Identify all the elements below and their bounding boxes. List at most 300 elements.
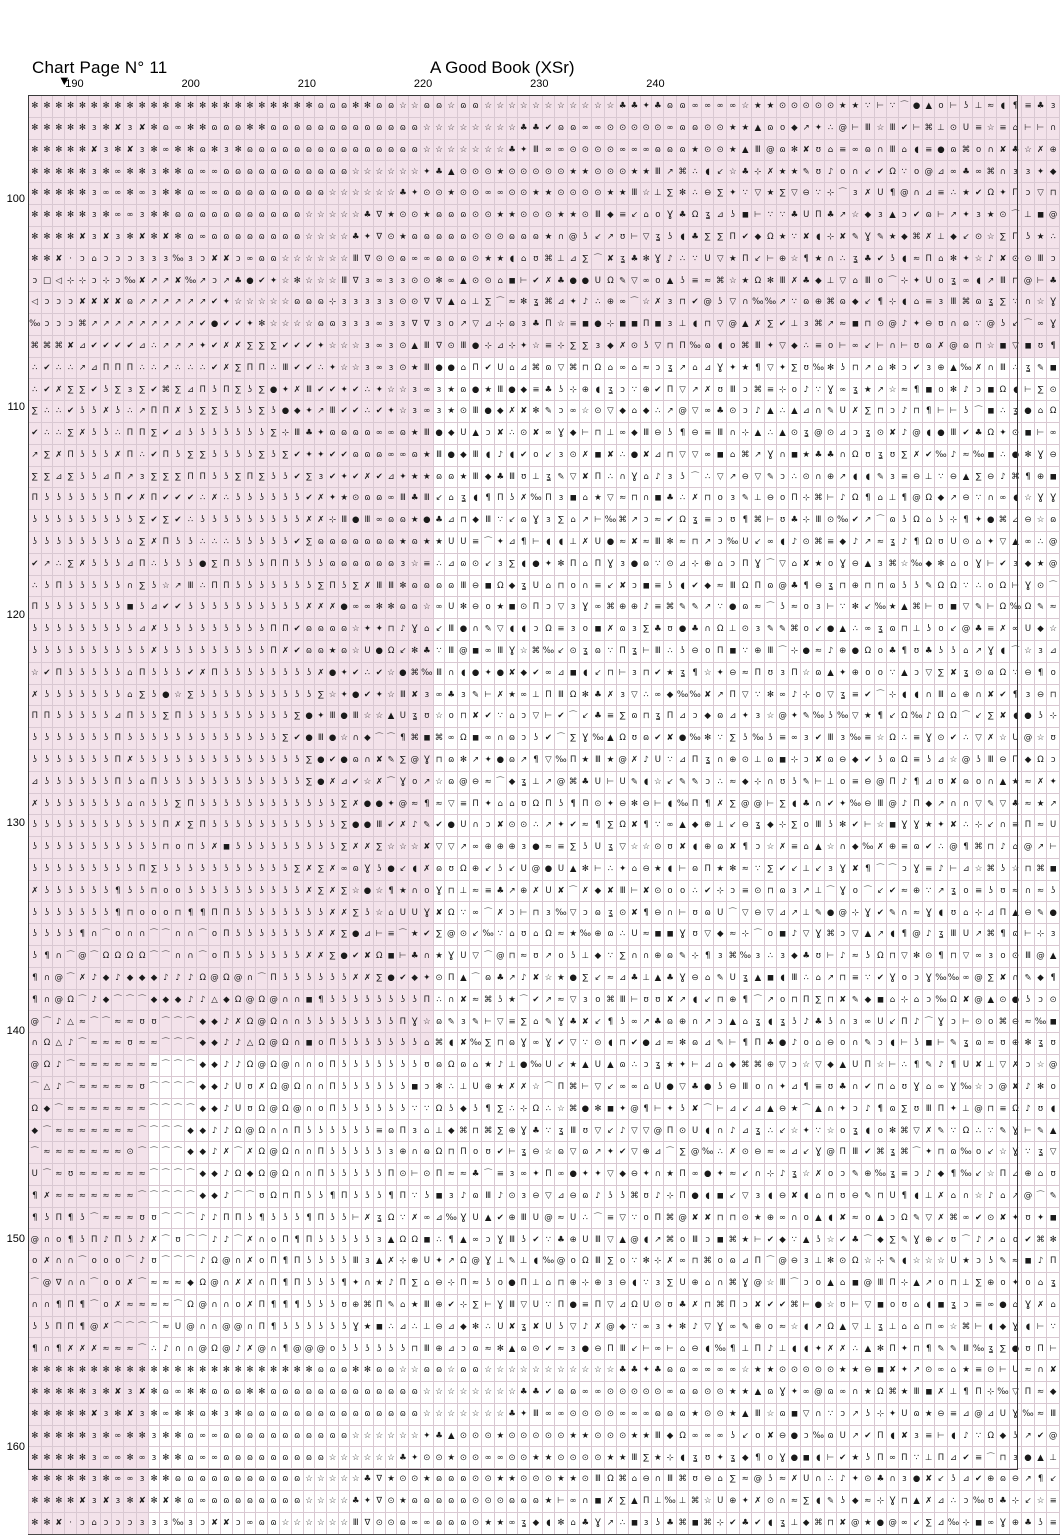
grid-cell[interactable]: ✎ xyxy=(849,226,862,248)
grid-cell[interactable]: ♪ xyxy=(777,1164,789,1186)
grid-cell[interactable]: ✘ xyxy=(469,706,482,728)
grid-cell[interactable]: ⊓ xyxy=(874,575,887,597)
grid-cell[interactable]: ♪ xyxy=(220,1120,232,1142)
grid-cell[interactable]: ʖ xyxy=(65,510,77,532)
grid-cell[interactable]: ♪ xyxy=(53,1055,65,1077)
grid-cell[interactable]: ⊢ xyxy=(350,1207,362,1229)
grid-cell[interactable]: ◆ xyxy=(604,204,617,226)
grid-cell[interactable]: ◖ xyxy=(898,292,910,314)
grid-cell[interactable]: o xyxy=(874,270,887,292)
grid-cell[interactable]: ☆ xyxy=(280,270,292,292)
grid-cell[interactable]: ʖ xyxy=(197,837,209,859)
grid-cell[interactable]: ⌒ xyxy=(197,1229,209,1251)
grid-cell[interactable]: ⊙ xyxy=(1047,989,1060,1011)
grid-cell[interactable]: ⌒ xyxy=(172,1207,185,1229)
grid-cell[interactable]: ʖ xyxy=(338,1338,350,1360)
grid-cell[interactable]: @ xyxy=(1034,946,1047,968)
grid-cell[interactable]: ʖ xyxy=(184,619,197,641)
grid-cell[interactable]: ʖ xyxy=(397,1055,409,1077)
grid-cell[interactable]: ‰ xyxy=(972,444,985,466)
grid-cell[interactable]: ɔ xyxy=(972,379,985,401)
grid-cell[interactable]: ✔ xyxy=(303,357,315,379)
grid-cell[interactable]: ◆ xyxy=(506,575,518,597)
grid-cell[interactable]: ● xyxy=(350,815,362,837)
grid-cell[interactable]: ∩ xyxy=(409,880,421,902)
grid-cell[interactable]: ⊢ xyxy=(812,771,825,793)
grid-cell[interactable]: ʖ xyxy=(315,1273,327,1295)
grid-cell[interactable]: ↗ xyxy=(160,335,172,357)
grid-cell[interactable]: ʖ xyxy=(244,488,256,510)
grid-cell[interactable]: ✎ xyxy=(385,749,397,771)
grid-cell[interactable]: ↙ xyxy=(800,1142,812,1164)
grid-cell[interactable]: ʖ xyxy=(362,1033,374,1055)
grid-cell[interactable]: U xyxy=(739,531,752,553)
grid-cell[interactable]: ∩ xyxy=(849,1033,862,1055)
grid-cell[interactable]: ⊙ xyxy=(617,117,629,139)
grid-cell[interactable]: ◼ xyxy=(849,313,862,335)
grid-cell[interactable]: ʖ xyxy=(232,444,244,466)
grid-cell[interactable]: ∞ xyxy=(592,597,605,619)
grid-cell[interactable]: ∵ xyxy=(542,1229,555,1251)
grid-cell[interactable]: ʖ xyxy=(469,1098,482,1120)
grid-cell[interactable]: ⊿ xyxy=(676,706,689,728)
grid-cell[interactable]: ♪ xyxy=(617,1120,629,1142)
grid-cell[interactable]: ɷ xyxy=(433,96,445,118)
grid-cell[interactable]: ✻ xyxy=(172,161,185,183)
grid-cell[interactable]: ≈ xyxy=(124,1055,137,1077)
grid-cell[interactable]: ⊹ xyxy=(777,379,789,401)
grid-cell[interactable]: ⊹ xyxy=(800,684,812,706)
grid-cell[interactable]: ⌘ xyxy=(482,989,495,1011)
grid-cell[interactable]: ▽ xyxy=(542,1185,555,1207)
grid-cell[interactable]: ⊿ xyxy=(148,597,160,619)
grid-cell[interactable]: ⊓ xyxy=(433,749,445,771)
grid-cell[interactable]: ⊖ xyxy=(726,662,739,684)
grid-cell[interactable]: ⌘ xyxy=(985,161,997,183)
grid-cell[interactable]: ɜ xyxy=(88,226,100,248)
grid-cell[interactable]: ʖ xyxy=(280,880,292,902)
grid-cell[interactable]: ⌒ xyxy=(910,1142,923,1164)
grid-cell[interactable]: ♣ xyxy=(469,1164,482,1186)
grid-cell[interactable]: ◆ xyxy=(788,946,800,968)
grid-cell[interactable]: ⊕ xyxy=(433,1338,445,1360)
grid-cell[interactable]: ✔ xyxy=(617,1142,629,1164)
grid-cell[interactable]: ▽ xyxy=(567,902,579,924)
grid-cell[interactable]: ɜ xyxy=(409,401,421,423)
grid-cell[interactable]: ʖ xyxy=(232,619,244,641)
grid-cell[interactable]: ʖ xyxy=(209,597,221,619)
grid-cell[interactable]: ♪ xyxy=(800,1011,812,1033)
grid-cell[interactable]: ⊓ xyxy=(825,1185,837,1207)
grid-cell[interactable]: o xyxy=(874,662,887,684)
grid-cell[interactable]: ⊓ xyxy=(788,989,800,1011)
grid-cell[interactable]: ʖ xyxy=(385,1011,397,1033)
grid-cell[interactable]: ʖ xyxy=(53,706,65,728)
grid-cell[interactable]: ✗ xyxy=(303,858,315,880)
grid-cell[interactable]: ⊖ xyxy=(689,640,702,662)
grid-cell[interactable]: ↗ xyxy=(652,1229,664,1251)
grid-cell[interactable]: ▲ xyxy=(800,1229,812,1251)
grid-cell[interactable]: ʊ xyxy=(689,902,702,924)
grid-cell[interactable]: ɷ xyxy=(676,96,689,118)
grid-cell[interactable]: ɷ xyxy=(506,1033,518,1055)
grid-cell[interactable]: Ɣ xyxy=(1034,488,1047,510)
grid-cell[interactable]: ≈ xyxy=(433,793,445,815)
grid-cell[interactable]: ∴ xyxy=(433,1229,445,1251)
grid-cell[interactable]: ↗ xyxy=(701,531,714,553)
grid-cell[interactable]: ʊ xyxy=(148,1011,160,1033)
grid-cell[interactable]: ɷ xyxy=(445,248,458,270)
grid-cell[interactable]: ● xyxy=(458,619,470,641)
grid-cell[interactable]: ɜ xyxy=(397,313,409,335)
grid-cell[interactable]: @ xyxy=(629,1229,641,1251)
grid-cell[interactable]: ≈ xyxy=(555,1207,568,1229)
grid-cell[interactable]: ☆ xyxy=(350,357,362,379)
grid-cell[interactable]: ʖ xyxy=(124,640,137,662)
grid-cell[interactable]: ¶ xyxy=(689,662,702,684)
grid-cell[interactable]: ʊ xyxy=(629,728,641,750)
grid-cell[interactable]: o xyxy=(997,946,1010,968)
grid-cell[interactable]: ✻ xyxy=(385,597,397,619)
grid-cell[interactable]: ⊿ xyxy=(726,706,739,728)
grid-cell[interactable]: ʓ xyxy=(788,1164,800,1186)
grid-cell[interactable]: @ xyxy=(315,1338,327,1360)
grid-cell[interactable]: Ω xyxy=(910,510,923,532)
grid-cell[interactable]: Ⅲ xyxy=(997,270,1010,292)
grid-cell[interactable]: ɷ xyxy=(291,183,303,205)
grid-cell[interactable]: ◖ xyxy=(1022,1316,1035,1338)
grid-cell[interactable]: ʖ xyxy=(350,1164,362,1186)
grid-cell[interactable]: ◼ xyxy=(579,313,592,335)
grid-cell[interactable]: ɷ xyxy=(579,1142,592,1164)
grid-cell[interactable]: ʖ xyxy=(1022,989,1035,1011)
grid-cell[interactable]: ʖ xyxy=(29,640,42,662)
grid-cell[interactable]: ☆ xyxy=(997,1142,1010,1164)
grid-cell[interactable]: ʖ xyxy=(1034,706,1047,728)
grid-cell[interactable]: ◼ xyxy=(482,575,495,597)
grid-cell[interactable]: ∩ xyxy=(445,662,458,684)
grid-cell[interactable]: ✘ xyxy=(640,880,652,902)
grid-cell[interactable]: ≈ xyxy=(112,1011,124,1033)
grid-cell[interactable]: ☆ xyxy=(350,161,362,183)
grid-cell[interactable]: ♪ xyxy=(112,967,124,989)
grid-cell[interactable]: ↗ xyxy=(862,510,875,532)
grid-cell[interactable]: @ xyxy=(652,1120,664,1142)
grid-cell[interactable]: Ɣ xyxy=(676,967,689,989)
grid-cell[interactable]: ✗ xyxy=(409,1207,421,1229)
grid-cell[interactable]: ♣ xyxy=(592,684,605,706)
grid-cell[interactable]: ‰ xyxy=(592,728,605,750)
grid-cell[interactable]: ʖ xyxy=(172,662,185,684)
grid-cell[interactable]: ✔ xyxy=(350,401,362,423)
grid-cell[interactable]: Ⅲ xyxy=(184,575,197,597)
grid-cell[interactable]: ✻ xyxy=(1034,1076,1047,1098)
grid-cell[interactable]: ≈ xyxy=(409,793,421,815)
grid-cell[interactable]: ✻ xyxy=(100,204,112,226)
grid-cell[interactable]: ⊢ xyxy=(836,335,849,357)
grid-cell[interactable]: ʖ xyxy=(88,815,100,837)
grid-cell[interactable]: ⊢ xyxy=(629,880,641,902)
grid-cell[interactable]: ∞ xyxy=(373,270,385,292)
grid-cell[interactable]: ◆ xyxy=(849,292,862,314)
grid-cell[interactable]: ✎ xyxy=(542,401,555,423)
grid-cell[interactable]: ☆ xyxy=(409,837,421,859)
grid-cell[interactable]: ∩ xyxy=(280,1120,292,1142)
grid-cell[interactable]: Ɣ xyxy=(739,1273,752,1295)
grid-cell[interactable]: ♣ xyxy=(506,139,518,161)
grid-cell[interactable]: Ɣ xyxy=(579,728,592,750)
grid-cell[interactable]: Π xyxy=(88,1229,100,1251)
grid-cell[interactable]: ⌘ xyxy=(567,1098,579,1120)
grid-cell[interactable]: ↗ xyxy=(160,270,172,292)
grid-cell[interactable]: Ɣ xyxy=(604,553,617,575)
grid-cell[interactable]: ✔ xyxy=(923,837,935,859)
grid-cell[interactable]: ⊢ xyxy=(947,858,960,880)
grid-cell[interactable]: Ⅲ xyxy=(506,1294,518,1316)
grid-cell[interactable]: ◖ xyxy=(862,466,875,488)
grid-cell[interactable]: ∴ xyxy=(788,466,800,488)
grid-cell[interactable]: ⌘ xyxy=(788,619,800,641)
grid-cell[interactable]: ⌒ xyxy=(172,1185,185,1207)
grid-cell[interactable]: ʖ xyxy=(41,619,53,641)
grid-cell[interactable]: ★ xyxy=(494,248,506,270)
grid-cell[interactable]: ʖ xyxy=(209,793,221,815)
grid-cell[interactable]: ✻ xyxy=(29,248,42,270)
grid-cell[interactable]: U xyxy=(874,1011,887,1033)
grid-cell[interactable]: ♣ xyxy=(764,1033,777,1055)
grid-cell[interactable]: ≈ xyxy=(76,1142,88,1164)
grid-cell[interactable]: ≈ xyxy=(76,1164,88,1186)
grid-cell[interactable]: ⌘ xyxy=(960,139,973,161)
grid-cell[interactable]: ★ xyxy=(1034,553,1047,575)
grid-cell[interactable]: ʖ xyxy=(445,1098,458,1120)
grid-cell[interactable]: ʖ xyxy=(100,880,112,902)
grid-cell[interactable]: ⊙ xyxy=(972,662,985,684)
grid-cell[interactable]: ʖ xyxy=(100,771,112,793)
grid-cell[interactable]: ∩ xyxy=(960,1185,973,1207)
grid-cell[interactable]: Ω xyxy=(887,728,899,750)
grid-cell[interactable]: Π xyxy=(542,313,555,335)
grid-cell[interactable]: o xyxy=(160,902,172,924)
grid-cell[interactable]: ∑ xyxy=(303,749,315,771)
grid-cell[interactable]: ♣ xyxy=(800,270,812,292)
grid-cell[interactable]: ⌘ xyxy=(985,924,997,946)
grid-cell[interactable]: ʖ xyxy=(291,575,303,597)
grid-cell[interactable]: ʖ xyxy=(53,531,65,553)
grid-cell[interactable]: ʊ xyxy=(777,771,789,793)
grid-cell[interactable]: ʖ xyxy=(41,575,53,597)
grid-cell[interactable]: ✻ xyxy=(76,183,88,205)
grid-cell[interactable]: Ɣ xyxy=(862,902,875,924)
grid-cell[interactable]: ≈ xyxy=(124,1098,137,1120)
grid-cell[interactable]: ɔ xyxy=(985,1076,997,1098)
grid-cell[interactable]: ʖ xyxy=(29,619,42,641)
grid-cell[interactable]: ✻ xyxy=(458,597,470,619)
grid-cell[interactable]: ʊ xyxy=(825,1076,837,1098)
grid-cell[interactable]: ‰ xyxy=(29,313,42,335)
grid-cell[interactable]: ∩ xyxy=(579,575,592,597)
grid-cell[interactable]: ∩ xyxy=(752,1164,765,1186)
grid-cell[interactable]: ✗ xyxy=(972,357,985,379)
grid-cell[interactable]: ∞ xyxy=(714,96,727,118)
grid-cell[interactable]: ʖ xyxy=(397,989,409,1011)
grid-cell[interactable]: ⌒ xyxy=(65,1076,77,1098)
grid-cell[interactable]: ∵ xyxy=(898,161,910,183)
grid-cell[interactable]: ⌒ xyxy=(148,924,160,946)
grid-cell[interactable]: ✗ xyxy=(327,771,339,793)
grid-cell[interactable]: ʖ xyxy=(100,858,112,880)
grid-cell[interactable]: ʖ xyxy=(136,880,148,902)
grid-cell[interactable]: ● xyxy=(1009,989,1022,1011)
grid-cell[interactable]: ∴ xyxy=(617,444,629,466)
grid-cell[interactable]: U xyxy=(1009,728,1022,750)
grid-cell[interactable]: ʖ xyxy=(303,1251,315,1273)
grid-cell[interactable]: ◖ xyxy=(777,531,789,553)
stitch-grid[interactable] xyxy=(28,95,1060,1535)
grid-cell[interactable]: ʖ xyxy=(209,858,221,880)
grid-cell[interactable]: ✦ xyxy=(338,662,350,684)
grid-cell[interactable]: ⌂ xyxy=(825,139,837,161)
grid-cell[interactable]: ɷ xyxy=(506,749,518,771)
grid-cell[interactable]: ⊢ xyxy=(862,815,875,837)
grid-cell[interactable]: Ω xyxy=(985,422,997,444)
grid-cell[interactable]: ⊥ xyxy=(530,466,543,488)
grid-cell[interactable]: ¶ xyxy=(739,510,752,532)
grid-cell[interactable]: ʓ xyxy=(701,749,714,771)
grid-cell[interactable]: ◖ xyxy=(409,858,421,880)
grid-cell[interactable]: ʖ xyxy=(825,815,837,837)
grid-cell[interactable]: ∩ xyxy=(197,1316,209,1338)
grid-cell[interactable]: ʖ xyxy=(88,880,100,902)
grid-cell[interactable]: ⌘ xyxy=(985,858,997,880)
grid-cell[interactable]: o xyxy=(53,1229,65,1251)
grid-cell[interactable]: Ω xyxy=(124,946,137,968)
grid-cell[interactable]: ʖ xyxy=(579,837,592,859)
grid-cell[interactable]: ɜ xyxy=(397,270,409,292)
grid-cell[interactable]: ʖ xyxy=(148,575,160,597)
grid-cell[interactable]: @ xyxy=(947,837,960,859)
grid-cell[interactable]: ʖ xyxy=(244,422,256,444)
grid-cell[interactable]: ⌒ xyxy=(764,597,777,619)
grid-cell[interactable]: ⊓ xyxy=(714,1207,727,1229)
grid-cell[interactable]: ✔ xyxy=(303,488,315,510)
grid-cell[interactable]: ʖ xyxy=(100,749,112,771)
grid-cell[interactable]: ʖ xyxy=(327,793,339,815)
grid-cell[interactable]: ◖ xyxy=(923,422,935,444)
grid-cell[interactable]: Π xyxy=(604,1338,617,1360)
grid-cell[interactable]: o xyxy=(494,1273,506,1295)
grid-cell[interactable]: ∞ xyxy=(445,270,458,292)
grid-cell[interactable]: ʓ xyxy=(849,248,862,270)
grid-cell[interactable]: ✘ xyxy=(629,531,641,553)
grid-cell[interactable]: ʖ xyxy=(65,749,77,771)
grid-cell[interactable]: ⊹ xyxy=(652,1251,664,1273)
grid-cell[interactable]: ɜ xyxy=(385,1142,397,1164)
grid-cell[interactable]: ≡ xyxy=(701,422,714,444)
grid-cell[interactable]: ✘ xyxy=(689,1207,702,1229)
grid-cell[interactable]: ✻ xyxy=(209,96,221,118)
grid-cell[interactable]: ∴ xyxy=(640,684,652,706)
grid-cell[interactable]: ʖ xyxy=(232,422,244,444)
grid-cell[interactable]: ʖ xyxy=(256,793,268,815)
grid-cell[interactable]: ɜ xyxy=(362,313,374,335)
grid-cell[interactable]: ⊕ xyxy=(592,1273,605,1295)
grid-cell[interactable]: ⊖ xyxy=(752,902,765,924)
grid-cell[interactable]: ⌒ xyxy=(232,1185,244,1207)
grid-cell[interactable]: ɜ xyxy=(1009,553,1022,575)
grid-cell[interactable]: ♣ xyxy=(825,204,837,226)
grid-cell[interactable]: Π xyxy=(53,1316,65,1338)
grid-cell[interactable]: ɷ xyxy=(652,139,664,161)
grid-cell[interactable]: ✗ xyxy=(726,1142,739,1164)
grid-cell[interactable]: ☆ xyxy=(469,117,482,139)
grid-cell[interactable]: ⊕ xyxy=(764,1055,777,1077)
grid-cell[interactable]: ʖ xyxy=(518,1229,530,1251)
grid-cell[interactable]: ✦ xyxy=(373,379,385,401)
grid-cell[interactable]: ↗ xyxy=(172,313,185,335)
grid-cell[interactable]: ɷ xyxy=(445,749,458,771)
grid-cell[interactable]: ∞ xyxy=(518,1164,530,1186)
grid-cell[interactable]: ◆ xyxy=(184,1142,197,1164)
grid-cell[interactable]: ¶ xyxy=(1022,466,1035,488)
grid-cell[interactable]: ∞ xyxy=(788,728,800,750)
grid-cell[interactable]: U xyxy=(714,902,727,924)
grid-cell[interactable]: ✔ xyxy=(65,401,77,423)
grid-cell[interactable]: ɷ xyxy=(469,1185,482,1207)
grid-cell[interactable]: ✔ xyxy=(482,706,495,728)
grid-cell[interactable]: ★ xyxy=(764,96,777,118)
grid-cell[interactable]: ↙ xyxy=(555,1055,568,1077)
grid-cell[interactable]: ʖ xyxy=(220,858,232,880)
grid-cell[interactable]: ▲ xyxy=(862,924,875,946)
grid-cell[interactable]: ◆ xyxy=(100,989,112,1011)
grid-cell[interactable]: ɷ xyxy=(714,837,727,859)
grid-cell[interactable]: ● xyxy=(506,1273,518,1295)
grid-cell[interactable]: ʖ xyxy=(232,640,244,662)
grid-cell[interactable]: ʖ xyxy=(373,989,385,1011)
grid-cell[interactable]: ʖ xyxy=(160,793,172,815)
grid-cell[interactable]: ≈ xyxy=(849,946,862,968)
grid-cell[interactable]: ⊓ xyxy=(689,1251,702,1273)
grid-cell[interactable]: ʖ xyxy=(303,967,315,989)
grid-cell[interactable]: ✗ xyxy=(579,444,592,466)
grid-cell[interactable]: ≈ xyxy=(160,1294,172,1316)
grid-cell[interactable]: ⌂ xyxy=(947,684,960,706)
grid-cell[interactable]: ◆ xyxy=(445,422,458,444)
grid-cell[interactable]: ¶ xyxy=(29,967,42,989)
grid-cell[interactable]: ↙ xyxy=(592,967,605,989)
grid-cell[interactable]: ⌂ xyxy=(997,1185,1010,1207)
grid-cell[interactable]: ✻ xyxy=(664,531,677,553)
grid-cell[interactable]: ✦ xyxy=(518,139,530,161)
grid-cell[interactable]: ⊥ xyxy=(421,1316,434,1338)
grid-cell[interactable]: ⊥ xyxy=(567,531,579,553)
grid-cell[interactable]: ʖ xyxy=(327,1294,339,1316)
grid-cell[interactable]: o xyxy=(800,1033,812,1055)
grid-cell[interactable]: ⊢ xyxy=(592,858,605,880)
grid-cell[interactable]: Π xyxy=(862,1055,875,1077)
grid-cell[interactable]: ⌂ xyxy=(1034,1273,1047,1295)
grid-cell[interactable]: ☆ xyxy=(972,858,985,880)
grid-cell[interactable]: ∑ xyxy=(409,1273,421,1295)
grid-cell[interactable]: ∞ xyxy=(542,422,555,444)
grid-cell[interactable]: ⊙ xyxy=(652,880,664,902)
grid-cell[interactable]: ʖ xyxy=(88,858,100,880)
grid-cell[interactable]: ‰ xyxy=(960,1142,973,1164)
grid-cell[interactable]: ɷ xyxy=(947,139,960,161)
grid-cell[interactable]: ‰ xyxy=(555,902,568,924)
grid-cell[interactable]: ≈ xyxy=(65,1142,77,1164)
